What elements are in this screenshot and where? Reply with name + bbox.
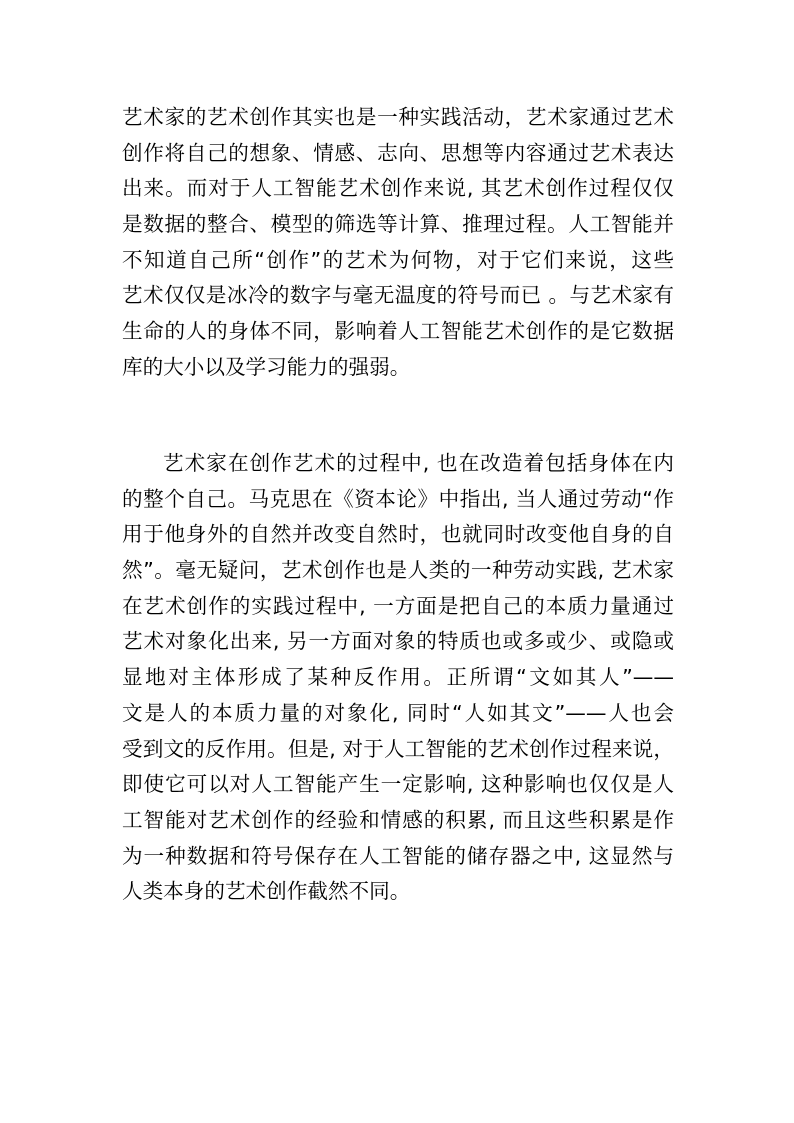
text-line: 为一种数据和符号保存在人工智能的储存器之中, 这显然与 xyxy=(122,843,674,868)
text-line: 工智能对艺术创作的经验和情感的积累, 而且这些积累是作 xyxy=(122,807,674,832)
text-line: 在艺术创作的实践过程中, 一方面是把自己的本质力量通过 xyxy=(122,593,674,618)
text-line: 出来。而对于人工智能艺术创作来说, 其艺术创作过程仅仅 xyxy=(122,176,674,201)
text-line: 人类本身的艺术创作截然不同。 xyxy=(122,879,411,904)
text-line: 受到文的反作用。但是, 对于人工智能的艺术创作过程来说， xyxy=(122,736,674,761)
text-line: 艺术对象化出来, 另一方面对象的特质也或多或少、或隐或 xyxy=(122,629,674,654)
text-line: 艺术家的艺术创作其实也是一种实践活动，艺术家通过艺术 xyxy=(122,105,674,129)
text-line: 的整个自己。马克思在《资本论》中指出, 当人通过劳动“作 xyxy=(122,486,674,511)
paragraph-1 xyxy=(122,100,674,386)
text-line: 显地对主体形成了某种反作用。正所谓“文如其人”—— xyxy=(122,665,674,690)
text-line: 是数据的整合、模型的筛选等计算、推理过程。人工智能并 xyxy=(122,212,674,237)
text-line: 用于他身外的自然并改变自然时，也就同时改变他自身的自 xyxy=(122,522,674,547)
text-line: 然”。毫无疑问，艺术创作也是人类的一种劳动实践, 艺术家 xyxy=(122,558,674,583)
text-line: 库的大小以及学习能力的强弱。 xyxy=(122,354,411,379)
paragraph-2 xyxy=(122,446,674,910)
text-line: 不知道自己所“创作”的艺术为何物，对于它们来说，这些 xyxy=(122,247,674,272)
text-line: 艺术家在创作艺术的过程中, 也在改造着包括身体在内 xyxy=(163,451,674,475)
text-line: 文是人的本质力量的对象化, 同时“人如其文”——人也会 xyxy=(122,700,674,725)
text-line: 生命的人的身体不同，影响着人工智能艺术创作的是它数据 xyxy=(122,319,674,344)
text-line: 艺术仅仅是冰冷的数字与毫无温度的符号而已 。与艺术家有 xyxy=(122,283,674,308)
text-line: 即使它可以对人工智能产生一定影响, 这种影响也仅仅是人 xyxy=(122,772,674,797)
text-line: 创作将自己的想象、情感、志向、思想等内容通过艺术表达 xyxy=(122,140,674,165)
